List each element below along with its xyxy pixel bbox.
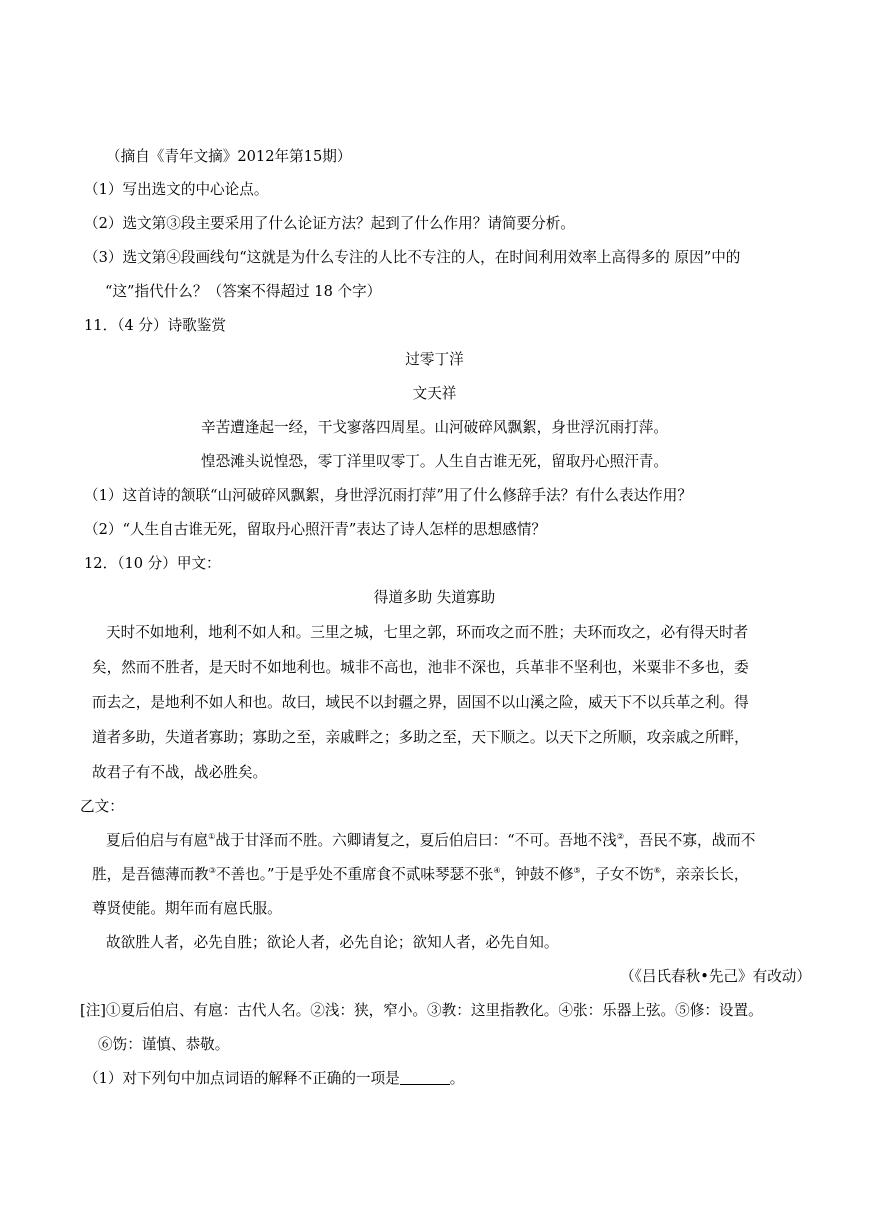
- footnote-mark: ④: [493, 866, 501, 876]
- q10-sub3-line2: “这”指代什么？（答案不得超过 18 个字）: [105, 283, 382, 300]
- q10-sub1: （1）写出选文的中心论点。: [84, 181, 269, 198]
- poem-author: 文天祥: [412, 385, 457, 402]
- passage-a-line-1: 天时不如地利，地利不如人和。三里之城，七里之郭，环而攻之而不胜；夫环而攻之，必有得天时者: [106, 624, 749, 641]
- notes-line-1: [注]①夏后伯启、有扈：古代人名。②浅：狭，窄小。③教：这里指教化。④张：乐器上弦。⑤修：设置。: [80, 1002, 763, 1019]
- passage-a-line-3: 而去之，是地利不如人和也。故曰，域民不以封疆之界，固国不以山溪之险，威天下不以兵革之利。得: [92, 694, 749, 711]
- passage-b-line-2: 胜，是吾德薄而教③不善也。”于是乎处不重席食不贰味琴瑟不张④，钟鼓不修⑤，子女不饬⑥，亲亲长长，: [92, 866, 749, 883]
- poem-line-1: 辛苦遭逢起一经，干戈寥落四周星。山河破碎风飘絮，身世浮沉雨打萍。: [200, 419, 668, 436]
- q11-header: 11．（4 分）诗歌鉴赏: [84, 317, 226, 334]
- passage-a-line-2: 矣，然而不胜者，是天时不如地利也。城非不高也，池非不深也，兵革非不坚利也，米粟非不多也，委: [92, 659, 749, 676]
- notes-line-2: ⑥饬：谨慎、恭敬。: [98, 1036, 230, 1053]
- passage-a-line-4: 道者多助，失道者寡助；寡助之至，亲戚畔之；多助之至，天下顺之。以天下之所顺，攻亲戚之所畔，: [92, 729, 749, 746]
- footnote-mark: ⑤: [573, 866, 581, 876]
- passage-b-source: （《吕氏春秋•先己》有改动）: [619, 968, 811, 985]
- q12-header: 12．（10 分）甲文：: [84, 555, 221, 572]
- q11-sub2: （2）“人生自古谁无死，留取丹心照汗青”表达了诗人怎样的思想感情？: [84, 521, 547, 538]
- poem-line-2: 惶恐滩头说惶恐，零丁洋里叹零丁。人生自古谁无死，留取丹心照汗青。: [200, 453, 668, 470]
- passage-b-label: 乙文：: [80, 798, 124, 815]
- footnote-mark: ③: [208, 866, 216, 876]
- q11-sub1: （1）这首诗的颔联“山河破碎风飘絮，身世浮沉雨打萍”用了什么修辞手法？有什么表达作用？: [84, 487, 692, 504]
- q10-sub3-line1: （3）选文第④段画线句“这就是为什么专注的人比不专注的人，在时间利用效率上高得多的 原因”中的: [84, 249, 741, 266]
- footnote-mark: ②: [616, 832, 625, 842]
- footnote-mark: ①: [208, 832, 216, 842]
- q12-sub1: （1）对下列句中加点词语的解释不正确的一项是 。: [84, 1070, 465, 1087]
- footnote-mark: ⑥: [653, 866, 661, 876]
- passage-a-title: 得道多助 失道寡助: [373, 589, 496, 606]
- answer-blank[interactable]: [400, 1070, 450, 1085]
- passage-b-line-4: 故欲胜人者，必先自胜；欲论人者，必先自论；欲知人者，必先自知。: [106, 934, 559, 951]
- passage-a-line-5: 故君子有不战，战必胜矣。: [92, 764, 268, 781]
- q10-sub2: （2）选文第③段主要采用了什么论证方法？起到了什么作用？请简要分析。: [84, 215, 575, 232]
- passage-b-line-3: 尊贤使能。期年而有扈氏服。: [92, 900, 282, 917]
- passage-b-line-1: 夏后伯启与有扈①战于甘泽而不胜。六卿请复之，夏后伯启曰：“不可。吾地不浅②，吾民不寡，战而不: [106, 832, 756, 849]
- source-line: （摘自《青年文摘》2012年第15期）: [106, 148, 352, 165]
- poem-title: 过零丁洋: [405, 351, 464, 368]
